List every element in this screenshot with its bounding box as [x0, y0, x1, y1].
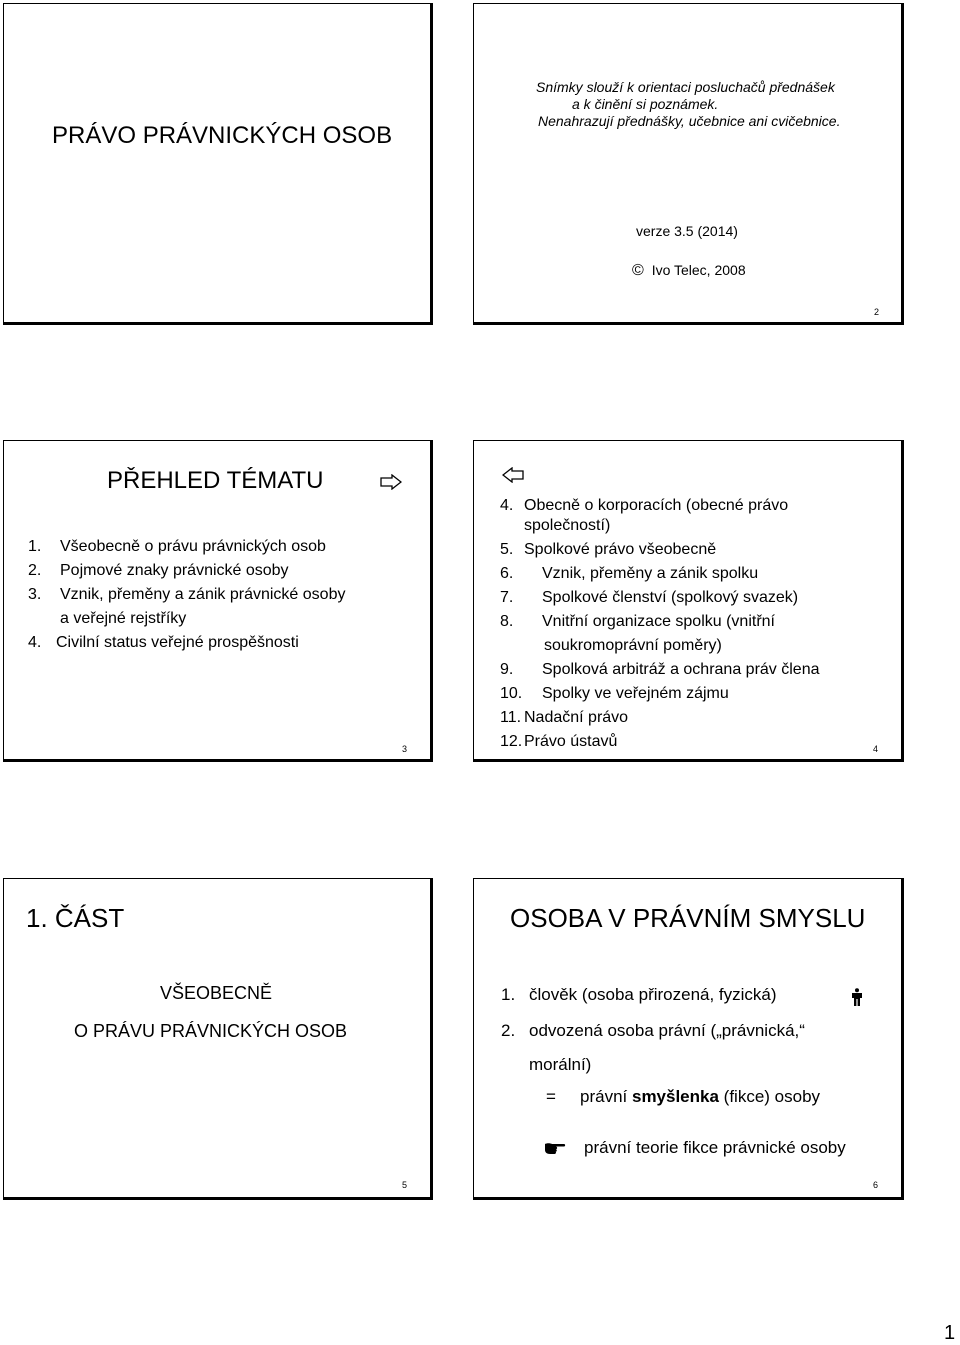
item-1: 1. člověk (osoba přirozená, fyzická): [501, 985, 777, 1004]
arrow-left-outline-icon[interactable]: [502, 467, 524, 483]
section-line-1: VŠEOBECNĚ: [160, 983, 273, 1003]
slide-6: [473, 878, 904, 1200]
slide-2: [473, 3, 904, 325]
list-item-7: 7. Spolkové členství (spolkový svazek): [500, 589, 799, 606]
list-item-1: 1. Všeobecně o právu právnických osob: [28, 538, 326, 555]
list-item-12: 12. Právo ústavů: [500, 733, 618, 750]
list-item-4: 4. Obecně o korporacích (obecné právo: [500, 497, 789, 514]
page-number: 1: [944, 1322, 956, 1344]
slide-title: PŘEHLED TÉMATU: [107, 467, 324, 494]
note-line-3: Nenahrazují přednášky, učebnice ani cvičebnice.: [538, 113, 841, 129]
list-item-5: 5. Spolkové právo všeobecně: [500, 541, 717, 558]
list-item-3-cont: a veřejné rejstříky: [60, 610, 187, 627]
copyright-icon: ©: [632, 262, 644, 279]
equals-sign: =: [546, 1087, 556, 1106]
author-label: Ivo Telec, 2008: [651, 262, 746, 278]
version-label: verze 3.5 (2014): [636, 223, 738, 239]
item-2: 2. odvozená osoba právní („právnická,“: [501, 1021, 805, 1040]
list-item-8-cont: soukromoprávní poměry): [544, 637, 722, 654]
definition-line: = právní smyšlenka (fikce) osoby: [546, 1087, 821, 1106]
theory-line: právní teorie fikce právnické osoby: [584, 1138, 846, 1157]
note-line-2: a k činění si poznámek.: [572, 96, 719, 112]
slide-number: 6: [873, 1180, 879, 1190]
note-line-1: Snímky slouží k orientaci posluchačů přednášek: [536, 79, 835, 95]
slide-3: [3, 440, 433, 762]
slide-title: OSOBA V PRÁVNÍM SMYSLU: [510, 903, 866, 933]
slide-title: PRÁVO PRÁVNICKÝCH OSOB: [52, 122, 393, 149]
pointing-hand-icon: [544, 1141, 566, 1160]
person-icon: [852, 988, 862, 1011]
list-item-3: 3. Vznik, přeměny a zánik právnické osoby: [28, 586, 346, 603]
emphasis-word: smyšlenka: [631, 1087, 719, 1106]
list-item-6: 6. Vznik, přeměny a zánik spolku: [500, 565, 759, 582]
author-line: [632, 262, 746, 280]
slide-5: [3, 878, 433, 1200]
list-item-8: 8. Vnitřní organizace spolku (vnitřní: [500, 613, 775, 630]
slide-number: 4: [873, 744, 879, 754]
part-heading: 1. ČÁST: [26, 903, 125, 933]
item-2-cont: morální): [529, 1055, 592, 1074]
section-line-2: O PRÁVU PRÁVNICKÝCH OSOB: [74, 1021, 348, 1041]
slide-4: [473, 440, 904, 762]
slide-1: [3, 3, 433, 325]
slide-number: 3: [402, 744, 408, 754]
slide-number: 5: [402, 1180, 408, 1190]
arrow-right-outline-icon[interactable]: [380, 474, 402, 490]
list-item-9: 9. Spolková arbitráž a ochrana práv člena: [500, 661, 820, 678]
list-item-4: 4. Civilní status veřejné prospěšnosti: [28, 634, 299, 651]
list-item-4-cont: společností): [524, 517, 611, 534]
list-item-2: 2. Pojmové znaky právnické osoby: [28, 562, 289, 579]
slide-number: 2: [874, 307, 880, 317]
list-item-11: 11. Nadační právo: [500, 709, 629, 726]
list-item-10: 10. Spolky ve veřejném zájmu: [500, 685, 729, 702]
